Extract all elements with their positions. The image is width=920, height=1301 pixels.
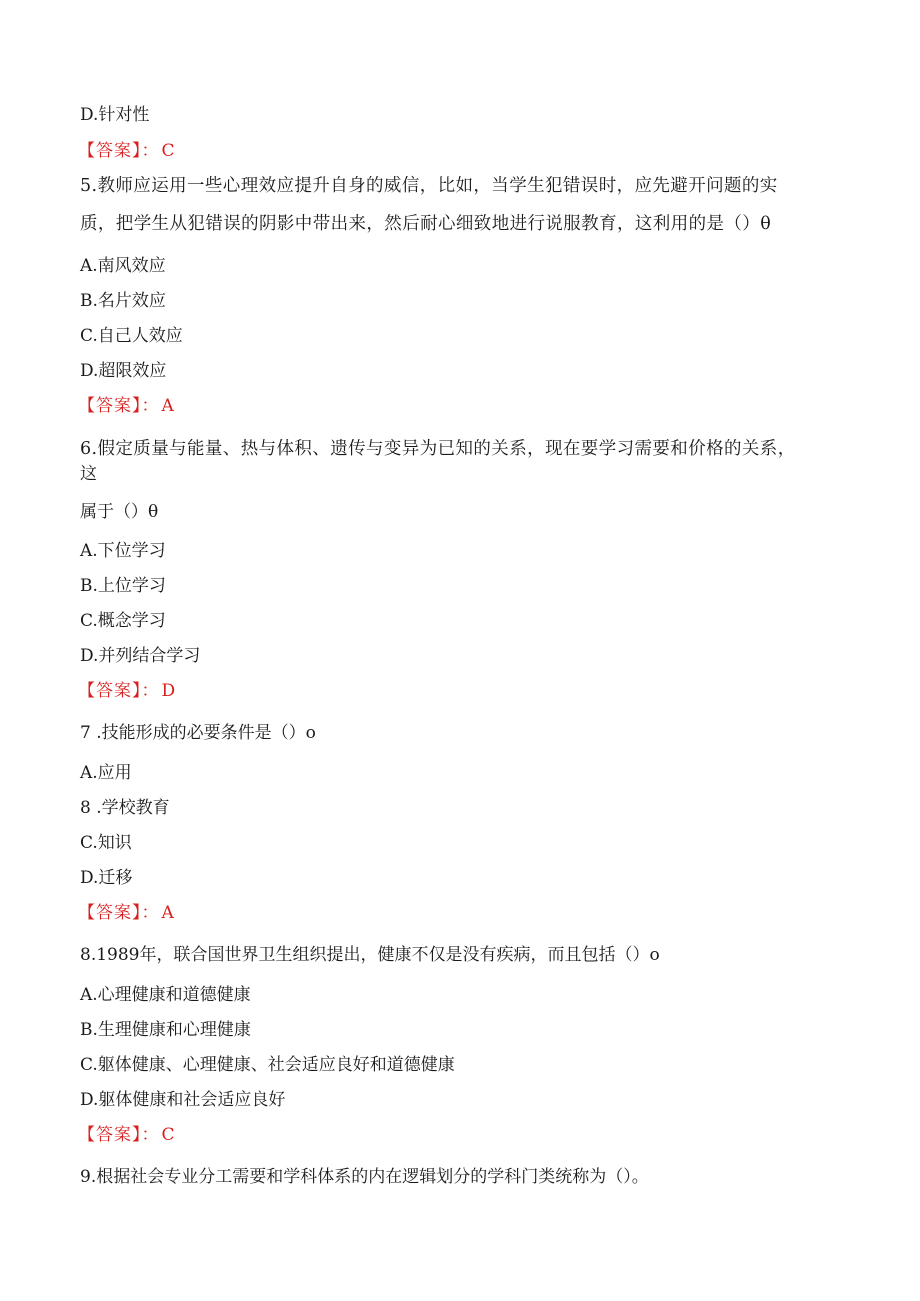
q9-stem: 9.根据社会专业分工需要和学科体系的内在逻辑划分的学科门类统称为（）。 <box>80 1167 649 1187</box>
q7-answer <box>78 902 174 924</box>
answer-label: 【答案】： <box>78 141 160 161</box>
q4-answer <box>78 140 175 162</box>
q8-option-d: D.躯体健康和社会适应良好 <box>80 1090 286 1110</box>
q6-option-d: D.并列结合学习 <box>80 646 201 666</box>
q6-option-c: C.概念学习 <box>80 611 166 631</box>
answer-label: 【答案】： <box>78 1125 160 1145</box>
q7-option-c: C.知识 <box>80 833 132 853</box>
q5-option-b: B.名片效应 <box>80 291 166 311</box>
answer-value: D <box>161 681 176 701</box>
answer-label: 【答案】： <box>78 681 160 701</box>
q5-option-a: A.南风效应 <box>80 256 166 276</box>
q8-answer <box>78 1124 175 1146</box>
answer-value: C <box>161 1125 175 1145</box>
q7-option-a: A.应用 <box>80 763 132 783</box>
q7-option-d: D.迁移 <box>80 868 133 888</box>
q4-option-d: D.针对性 <box>80 105 150 125</box>
answer-value: A <box>161 903 174 923</box>
q7-stem: 7 .技能形成的必要条件是（）o <box>80 723 316 743</box>
q5-answer <box>78 395 174 417</box>
q6-stem-line-3: 属于（）θ <box>80 502 159 522</box>
answer-value: C <box>161 141 175 161</box>
q8-option-b: B.生理健康和心理健康 <box>80 1020 251 1040</box>
q6-stem-line-1: 6.假定质量与能量、热与体积、遗传与变异为已知的关系，现在要学习需要和价格的关系， <box>80 439 796 459</box>
q6-option-a: A.下位学习 <box>80 541 166 561</box>
q6-stem-line-2: 这 <box>80 464 97 484</box>
q5-option-c: C.自己人效应 <box>80 326 183 346</box>
q8-option-c: C.躯体健康、心理健康、社会适应良好和道德健康 <box>80 1055 455 1075</box>
q5-stem-line-2: 质，把学生从犯错误的阴影中带出来，然后耐心细致地进行说服教育，这利用的是（）θ <box>80 214 772 234</box>
q5-option-d: D.超限效应 <box>80 361 167 381</box>
q6-option-b: B.上位学习 <box>80 576 166 596</box>
q5-stem-line-1: 5.教师应运用一些心理效应提升自身的威信，比如，当学生犯错误时，应先避开问题的实 <box>80 176 778 196</box>
answer-value: A <box>161 396 174 416</box>
q7-option-b: 8 .学校教育 <box>80 798 170 818</box>
answer-label: 【答案】： <box>78 396 160 416</box>
q8-option-a: A.心理健康和道德健康 <box>80 985 251 1005</box>
q8-stem: 8.1989年，联合国世界卫生组织提出，健康不仅是没有疾病，而且包括（）o <box>80 945 660 965</box>
q6-answer <box>78 680 175 702</box>
answer-label: 【答案】： <box>78 903 160 923</box>
